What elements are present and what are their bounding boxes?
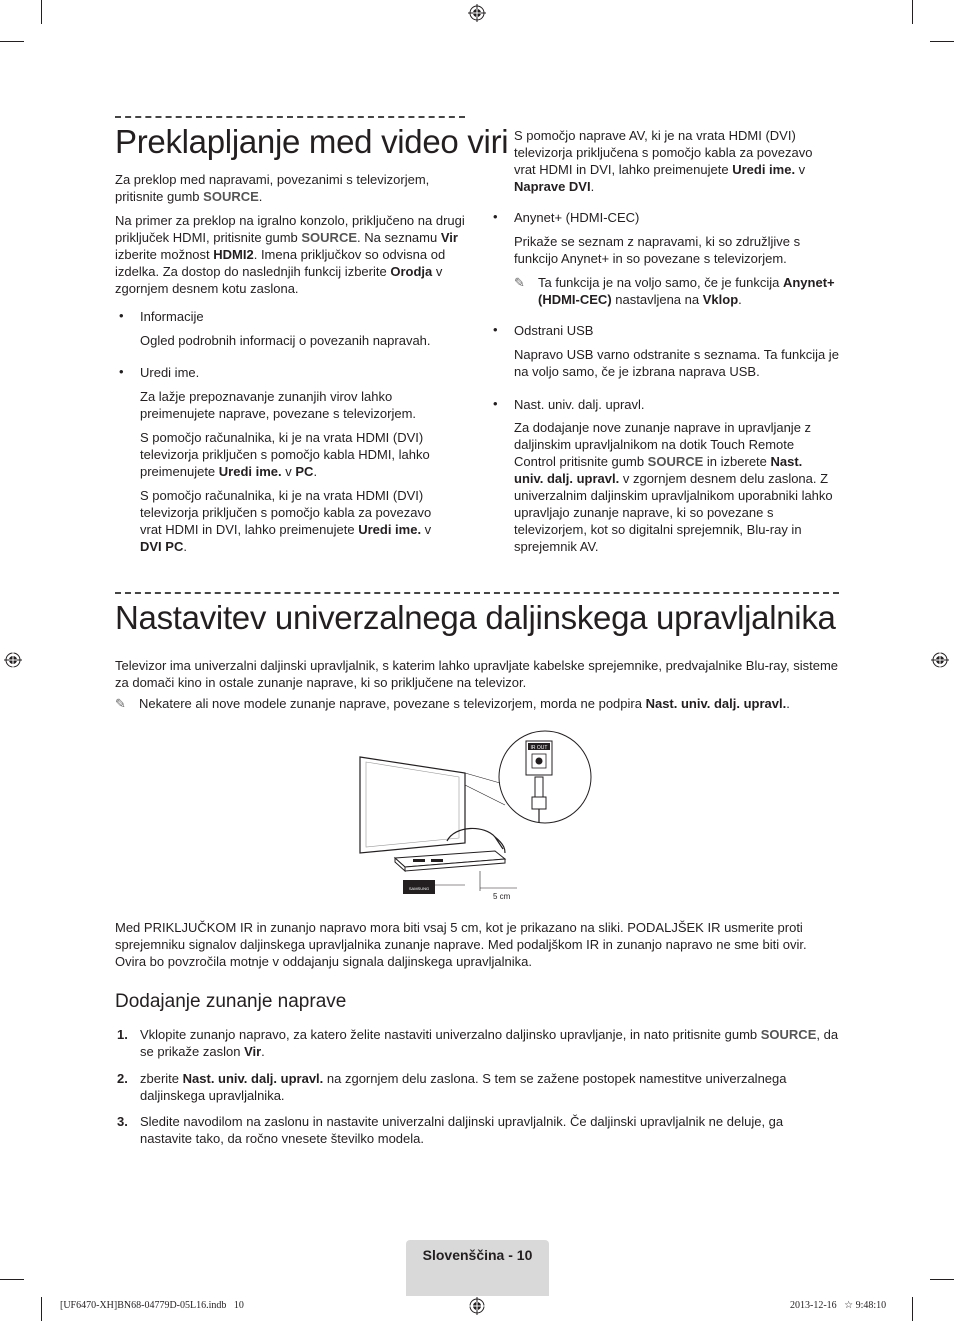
- step-number: 1.: [117, 1027, 128, 1042]
- registration-mark-icon: [468, 4, 486, 22]
- step-text: Sledite navodilom na zaslonu in nastavite univerzalni daljinski upravljalnik. Če daljinski upravljalnik ne deluje, ga nastavite tako, da ročno vnesete številko modela.: [140, 1114, 784, 1146]
- bullet-text: S pomočjo računalnika, ki je na vrata HDMI (DVI) televizorja priključen s pomočjo kabla HDMI, lahko preimenujete Uredi ime. v PC.: [140, 430, 430, 479]
- bullet-icon: •: [119, 308, 124, 323]
- bullet-title: Uredi ime.: [140, 365, 200, 380]
- crop-mark: [912, 0, 913, 24]
- ir-connection-figure: [355, 725, 595, 905]
- intro-paragraph: Za preklop med napravami, povezanimi s televizorjem, pritisnite gumb SOURCE.: [115, 172, 430, 204]
- registration-mark-icon: [4, 651, 22, 669]
- crop-mark: [0, 1279, 24, 1280]
- step-text: zberite Nast. univ. dalj. upravl. na zgornjem delu zaslona. S tem se zažene postopek namestitve univerzalnega daljinskega upravljalnika.: [140, 1071, 787, 1103]
- file-info: [UF6470-XH]BN68-04779D-05L16.indb 10: [60, 1300, 244, 1311]
- step-number: 3.: [117, 1114, 128, 1129]
- bullet-text: Za lažje prepoznavanje zunanjih virov lahko preimenujete naprave, povezane s televizorjem.: [140, 389, 417, 421]
- crop-mark: [41, 0, 42, 24]
- bullet-icon: •: [119, 364, 124, 379]
- brand-label: SAMSUNG: [408, 886, 430, 891]
- bullet-title: Odstrani USB: [514, 323, 594, 338]
- bullet-title: Informacije: [140, 309, 204, 324]
- crop-mark: [930, 1279, 954, 1280]
- registration-mark-icon: [468, 1297, 486, 1315]
- bullet-text: Za dodajanje nove zunanje naprave in upravljanje z daljinskim upravljalnikom na dotik Touch Remote Control pritisnite gumb SOURCE in izberete Nast. univ. dalj. upravl. v zgornjem desnem delu zaslona. Z univerzalnim daljinskim upravljalnikom uporabniki lahko upravljajo zunanje naprave, ki so povezane s televizorjem, kot so digitalni sprejemnik, Blu-ray in sprejemnik AV.: [514, 420, 833, 554]
- bullet-icon: •: [493, 322, 498, 337]
- section-divider: [115, 116, 465, 118]
- crop-mark: [0, 41, 24, 42]
- ir-plug-icon: [535, 777, 543, 797]
- note: ✎ Ta funkcija je na voljo samo, če je funkcija Anynet+ (HDMI-CEC) nastavljena na Vklop.: [514, 275, 835, 307]
- bullet-title: Anynet+ (HDMI-CEC): [514, 210, 640, 225]
- distance-label: 5 cm: [493, 892, 511, 901]
- bullet-text: Prikaže se seznam z napravami, ki so združljive s funkcijo Anynet+ in so povezane s televizorjem.: [514, 234, 801, 266]
- tv-illustration: [360, 757, 465, 853]
- timestamp: 2013-12-16 ☆ 9:48:10: [790, 1300, 887, 1311]
- bullet-text: Napravo USB varno odstranite s seznama. Ta funkcija je na voljo samo, če je izbrana naprava USB.: [514, 347, 839, 379]
- bullet-icon: •: [493, 209, 498, 224]
- bullet-text: Ogled podrobnih informacij o povezanih napravah.: [140, 333, 431, 348]
- intro-paragraph: Televizor ima univerzalni daljinski upravljalnik, s katerim lahko upravljate kabelske sprejemnike, predvajalnike Blu-ray, sisteme za domači kino in ostale zunanje naprave, ki so priključene na televizor.: [115, 658, 839, 690]
- registration-mark-icon: [931, 651, 949, 669]
- pencil-note-icon: ✎: [514, 275, 525, 290]
- figure-caption-paragraph: Med PRIKLJUČKOM IR in zunanjo napravo mora biti vsaj 5 cm, kot je prikazano na sliki. PODALJŠEK IR usmerite proti sprejemniku signalov daljinskega upravljalnika zunanje naprave. Med podaljškom IR in zunanjo napravo ne sme biti ovir. Ovira bo povzročila motnje v oddajanju signala daljinskega upravljalnika.: [115, 920, 807, 969]
- crop-mark: [41, 1297, 42, 1321]
- bullet-icon: •: [493, 396, 498, 411]
- page-number: Slovenščina - 10: [422, 1247, 533, 1263]
- bullet-text: S pomočjo naprave AV, ki je na vrata HDMI (DVI) televizorja priključena s pomočjo kabla za povezavo vrat HDMI in DVI, lahko preimenujete Uredi ime. v Naprave DVI.: [514, 128, 813, 194]
- step-number: 2.: [117, 1071, 128, 1086]
- step-text: Vklopite zunanjo napravo, za katero želite nastaviti univerzalno daljinsko upravljanje, in nato pritisnite gumb SOURCE, da se prikaže zaslon Vir.: [140, 1027, 839, 1059]
- bullet-title: Nast. univ. dalj. upravl.: [514, 397, 645, 412]
- port-label: IR OUT: [530, 745, 548, 751]
- section-title: Nastavitev univerzalnega daljinskega upravljalnika: [115, 599, 836, 636]
- section-divider: [115, 592, 839, 594]
- bullet-text: S pomočjo računalnika, ki je na vrata HDMI (DVI) televizorja priključen s pomočjo kabla za povezavo vrat HDMI in DVI, lahko preimenujete Uredi ime. v DVI PC.: [140, 488, 432, 554]
- crop-mark: [912, 1297, 913, 1321]
- note: ✎ Nekatere ali nove modele zunanje naprave, povezane s televizorjem, morda ne podpira Nast. univ. dalj. upravl..: [115, 696, 790, 711]
- crop-mark: [930, 41, 954, 42]
- subheading: Dodajanje zunanje naprave: [115, 991, 347, 1012]
- example-paragraph: Na primer za preklop na igralno konzolo, priključeno na drugi priključek HDMI, pritisnite gumb SOURCE. Na seznamu Vir izberite možnost HDMI2. Imena priključkov so odvisna od izdelka. Za dostop do naslednjih funkcij izberite Orodja v zgornjem desnem kotu zaslona.: [115, 213, 465, 296]
- section-title: Preklapljanje med video viri: [115, 123, 509, 160]
- pencil-note-icon: ✎: [115, 696, 126, 711]
